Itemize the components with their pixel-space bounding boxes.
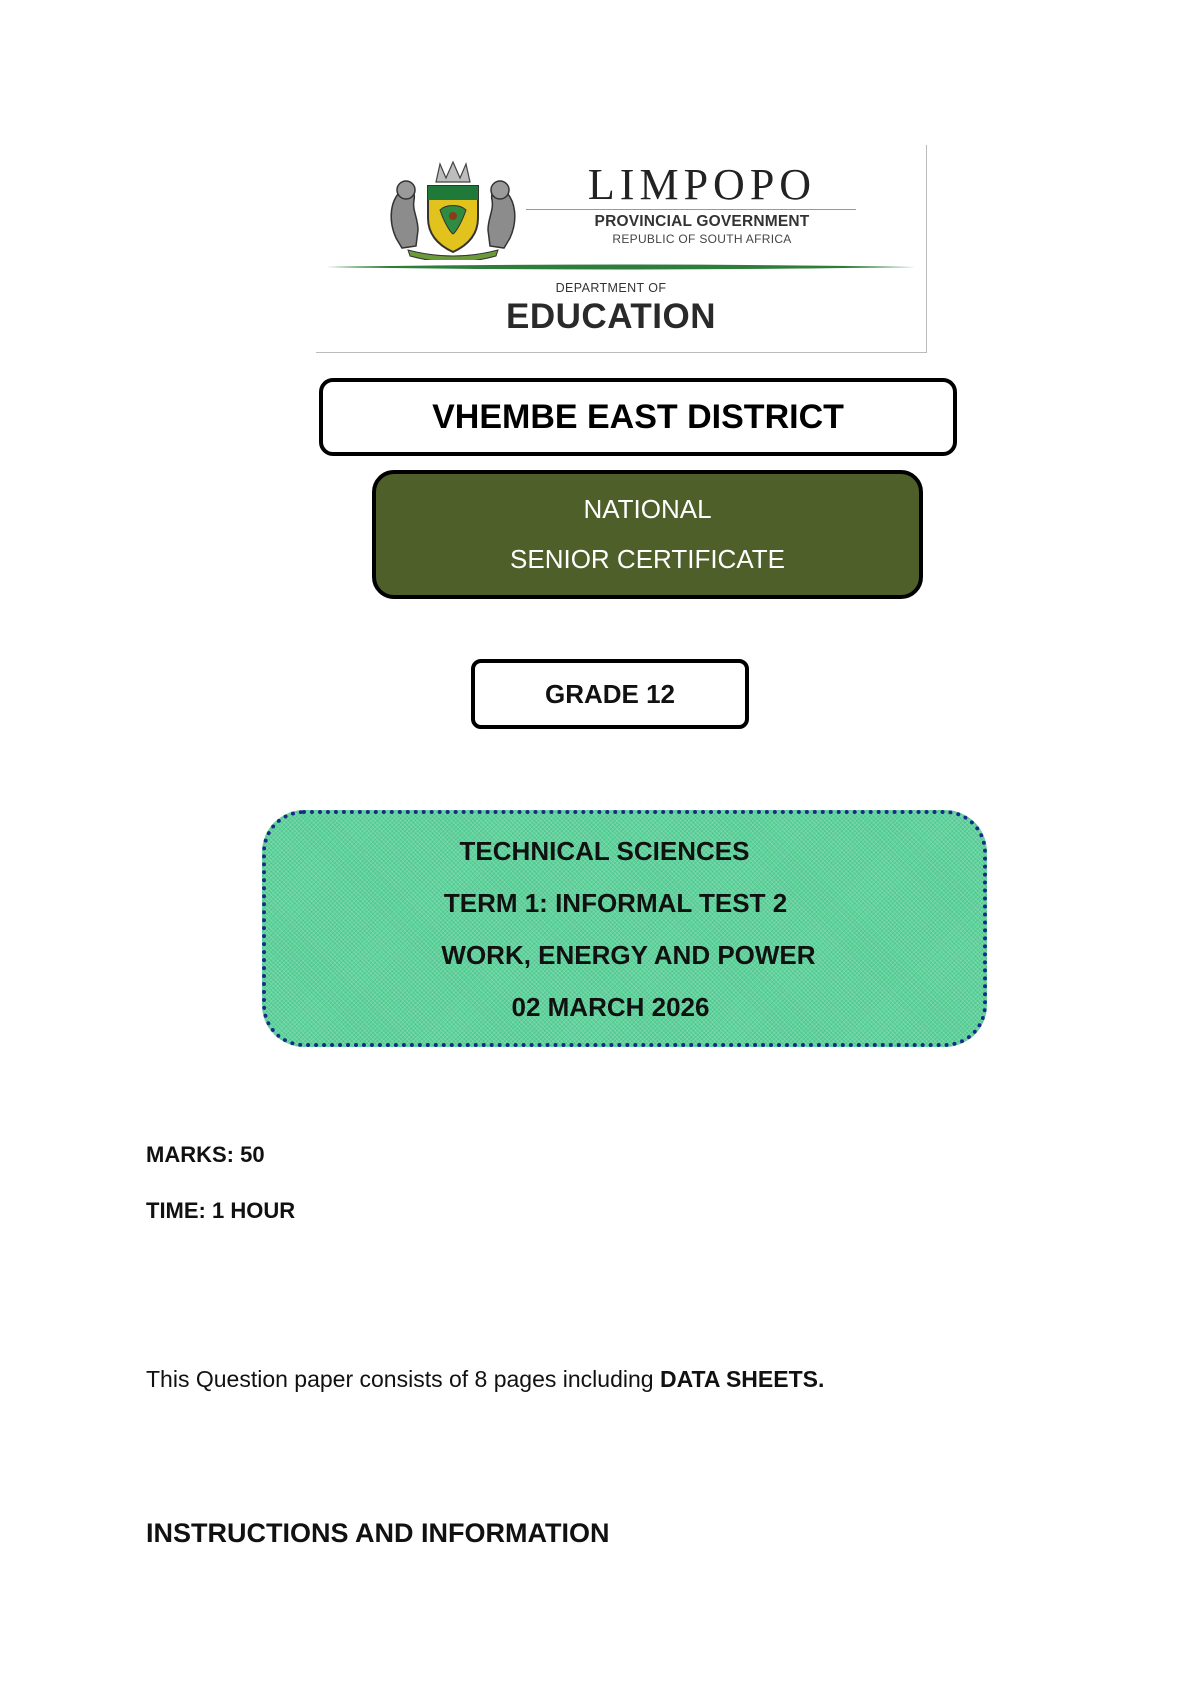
page-count-text: This Question paper consists of 8 pages including [146, 1366, 660, 1392]
coat-of-arms-icon [378, 160, 528, 260]
logo-subtitle: PROVINCIAL GOVERNMENT [594, 213, 810, 230]
instructions-heading: INSTRUCTIONS AND INFORMATION [146, 1518, 610, 1548]
subject-box [262, 810, 987, 1047]
grade-label: GRADE 12 [544, 679, 676, 709]
district-box [319, 378, 957, 456]
time-label: TIME: 1 HOUR [146, 1198, 296, 1223]
logo-title: LIMPOPO [587, 160, 817, 209]
subject-name: TECHNICAL SCIENCES [459, 836, 750, 866]
page-count-emphasis: DATA SHEETS. [659, 1366, 825, 1392]
certificate-line-2: SENIOR CERTIFICATE [510, 544, 785, 574]
page-count-note [146, 1366, 824, 1393]
limpopo-education-logo [316, 145, 927, 353]
topic-name: WORK, ENERGY AND POWER [441, 940, 816, 970]
marks-label: MARKS: 50 [146, 1142, 265, 1167]
district-name: VHEMBE EAST DISTRICT [432, 398, 844, 436]
test-date: 02 MARCH 2026 [511, 992, 710, 1022]
logo-department-prefix: DEPARTMENT OF [555, 281, 667, 295]
grade-box [471, 659, 749, 729]
test-name: TERM 1: INFORMAL TEST 2 [443, 888, 788, 918]
logo-green-rule [326, 263, 916, 271]
logo-country: REPUBLIC OF SOUTH AFRICA [612, 232, 792, 246]
certificate-line-1: NATIONAL [583, 494, 712, 524]
logo-department: EDUCATION [506, 297, 716, 336]
certificate-box [372, 470, 923, 599]
logo-rule [526, 209, 856, 210]
